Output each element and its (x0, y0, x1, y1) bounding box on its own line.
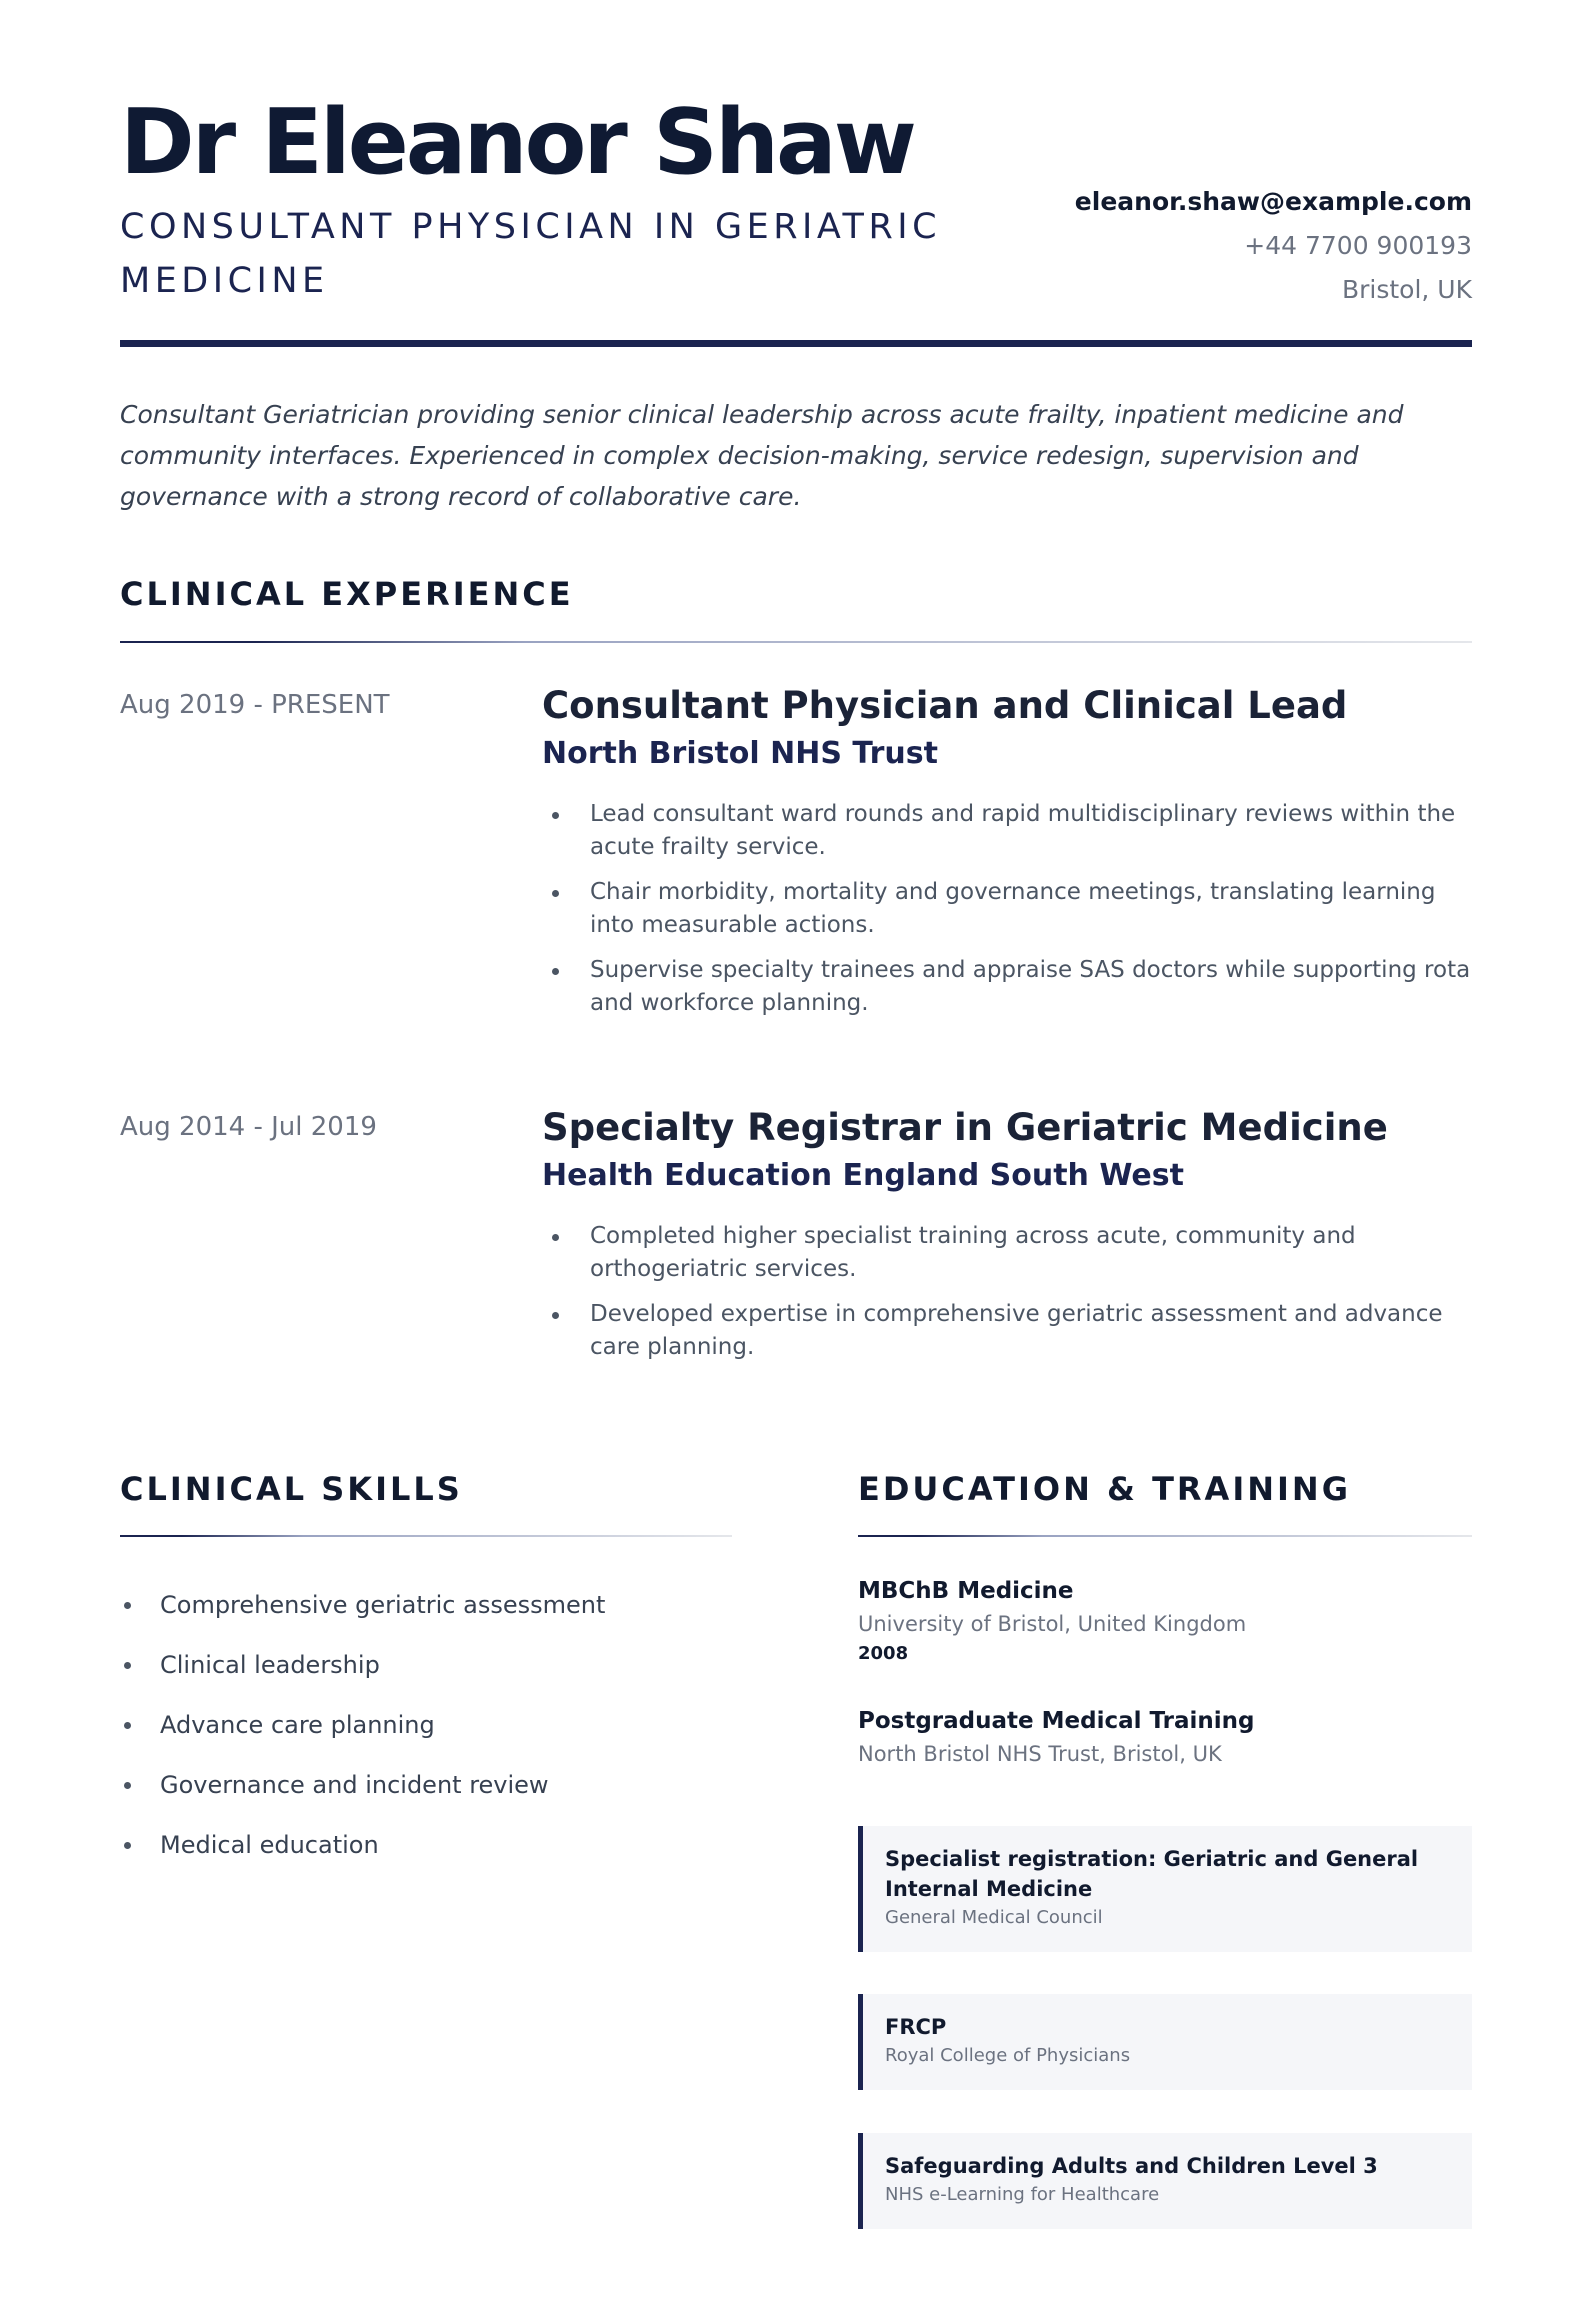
experience-bullets (542, 1220, 1472, 1364)
certification-issuer: NHS e-Learning for Healthcare (885, 2184, 1160, 2205)
degree-name: Postgraduate Medical Training (858, 1708, 1255, 1734)
experience-date: Aug 2019 - PRESENT (120, 690, 390, 720)
experience-bullets (542, 798, 1472, 1020)
experience-bullet: Lead consultant ward rounds and rapid multidisciplinary reviews within the acute frailty service. (542, 798, 1472, 864)
experience-date: Aug 2014 - Jul 2019 (120, 1112, 377, 1142)
institution: North Bristol NHS Trust, Bristol, UK (858, 1742, 1222, 1766)
skill-item: Comprehensive geriatric assessment (120, 1575, 740, 1635)
certification-card (858, 2133, 1472, 2229)
phone-number: +44 7700 900193 (1244, 231, 1472, 260)
education-item (858, 1704, 1472, 1770)
education-divider (858, 1535, 1472, 1537)
experience-bullet: Developed expertise in comprehensive geriatric assessment and advance care planning. (542, 1298, 1472, 1364)
experience-organisation: North Bristol NHS Trust (542, 736, 938, 771)
experience-bullet: Chair morbidity, mortality and governance meetings, translating learning into measurable actions. (542, 876, 1472, 942)
education-heading: EDUCATION & TRAINING (858, 1470, 1351, 1508)
certification-issuer: Royal College of Physicians (885, 2045, 1131, 2066)
header-divider (120, 340, 1472, 347)
skill-item: Advance care planning (120, 1695, 740, 1755)
experience-heading: CLINICAL EXPERIENCE (120, 575, 574, 613)
degree-name: MBChB Medicine (858, 1578, 1074, 1604)
skill-item: Clinical leadership (120, 1635, 740, 1695)
certification-issuer: General Medical Council (885, 1907, 1103, 1928)
contact-block (1075, 180, 1472, 312)
experience-title: Specialty Registrar in Geriatric Medicine (542, 1106, 1388, 1149)
institution: University of Bristol, United Kingdom (858, 1612, 1247, 1636)
experience-bullet: Supervise specialty trainees and appraise SAS doctors while supporting rota and workforce planning. (542, 954, 1472, 1020)
certification-card (858, 1994, 1472, 2090)
certification-card (858, 1826, 1472, 1952)
skills-heading: CLINICAL SKILLS (120, 1470, 463, 1508)
graduation-year: 2008 (858, 1643, 909, 1664)
experience-title: Consultant Physician and Clinical Lead (542, 684, 1348, 727)
skill-item: Governance and incident review (120, 1755, 740, 1815)
certification-title: FRCP (885, 2015, 947, 2039)
skills-divider (120, 1535, 732, 1537)
experience-divider (120, 641, 1472, 643)
experience-organisation: Health Education England South West (542, 1158, 1184, 1193)
candidate-name: Dr Eleanor Shaw (120, 90, 914, 195)
email-link[interactable]: eleanor.shaw@example.com (1074, 187, 1472, 216)
experience-bullet: Completed higher specialist training across acute, community and orthogeriatric services. (542, 1220, 1472, 1286)
location: Bristol, UK (1341, 275, 1472, 304)
skill-item: Medical education (120, 1815, 740, 1875)
certification-title: Safeguarding Adults and Children Level 3 (885, 2154, 1378, 2178)
certification-title: Specialist registration: Geriatric and General Internal Medicine (885, 1847, 1419, 1901)
education-item (858, 1574, 1472, 1668)
profile-summary: Consultant Geriatrician providing senior clinical leadership across acute frailty, inpatient medicine and community interfaces. Experienced in complex decision-making, service redesign, supervision and governance with a strong record of collaborative care. (120, 400, 1404, 511)
skills-list (120, 1575, 740, 1875)
job-title: CONSULTANT PHYSICIAN IN GERIATRIC MEDICINE (120, 207, 942, 301)
